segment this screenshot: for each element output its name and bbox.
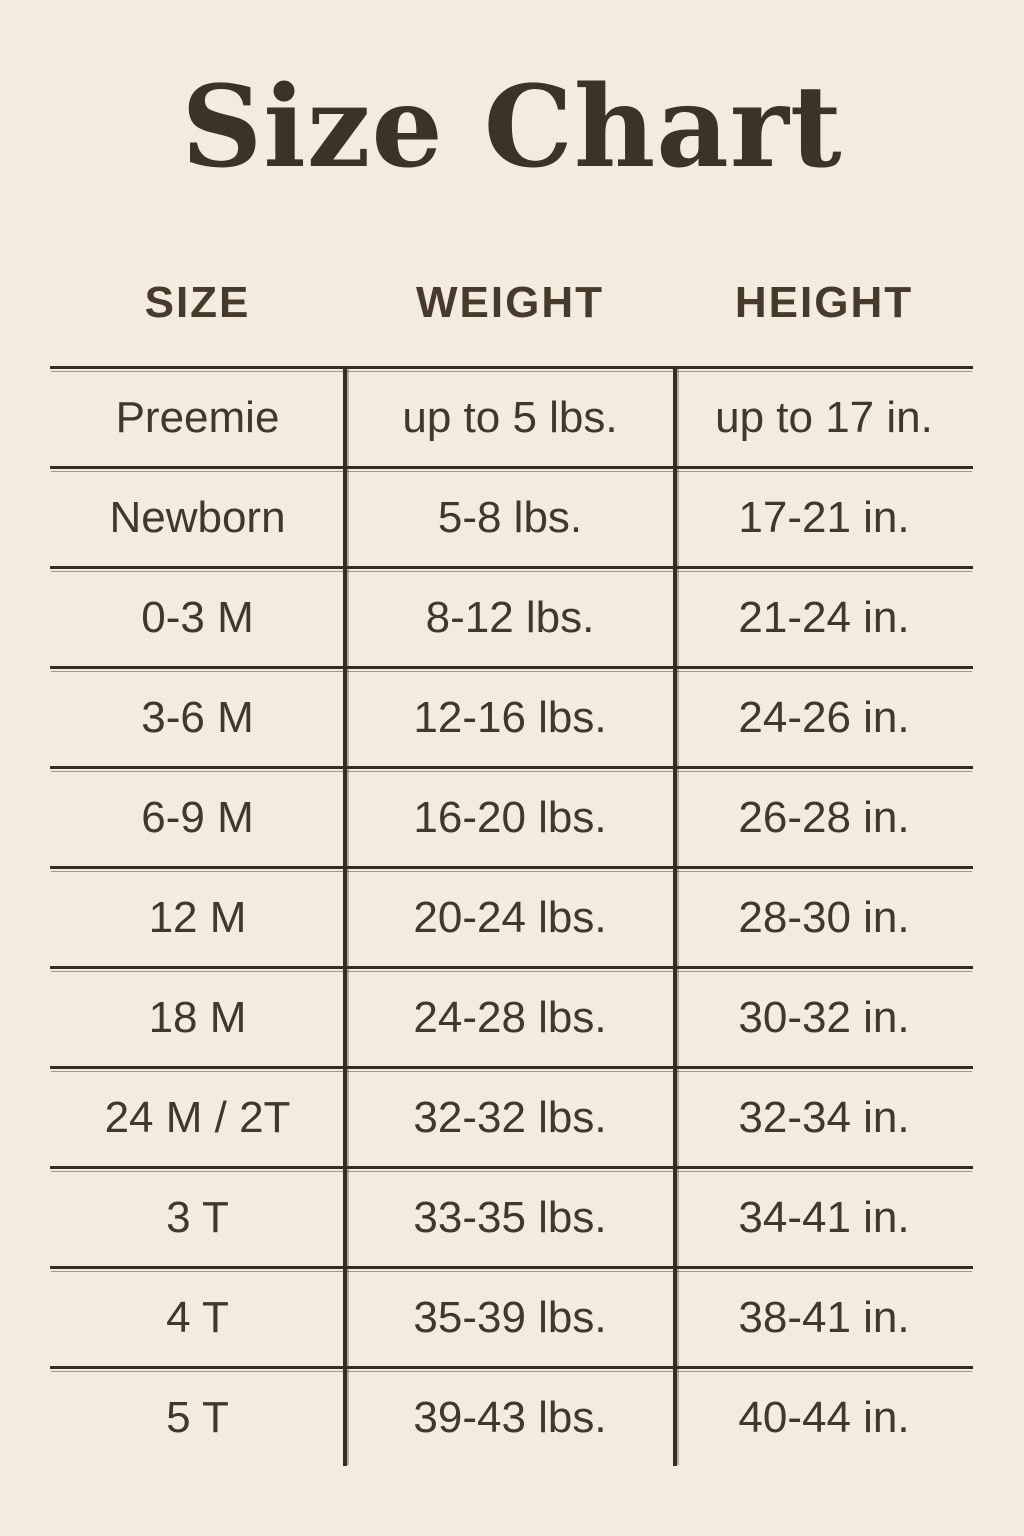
- cell-weight: 8-12 lbs.: [425, 592, 595, 642]
- cell-height: 34-41 in.: [738, 1192, 910, 1242]
- cell-height: 38-41 in.: [738, 1292, 910, 1342]
- row-divider: [50, 466, 973, 469]
- table-row: [50, 869, 973, 966]
- size-chart-table: [50, 366, 973, 1466]
- cell-size: 3 T: [166, 1192, 229, 1242]
- cell-height: 17-21 in.: [738, 492, 910, 542]
- table-row: [50, 469, 973, 566]
- row-divider: [50, 1266, 973, 1269]
- cell-weight: 20-24 lbs.: [413, 892, 607, 942]
- cell-size: 18 M: [148, 992, 247, 1042]
- cell-size: 4 T: [166, 1292, 229, 1342]
- cell-height: 26-28 in.: [738, 792, 910, 842]
- table-row: [50, 769, 973, 866]
- row-divider: [50, 1166, 973, 1169]
- cell-height: 30-32 in.: [738, 992, 910, 1042]
- table-row: [50, 1069, 973, 1166]
- column-header-height: HEIGHT: [734, 278, 914, 327]
- column-header-size: SIZE: [144, 278, 251, 327]
- page-title: Size Chart: [181, 62, 843, 193]
- cell-weight: 33-35 lbs.: [413, 1192, 607, 1242]
- table-row: [50, 669, 973, 766]
- column-header-weight: WEIGHT: [416, 278, 604, 327]
- cell-weight: 35-39 lbs.: [413, 1292, 607, 1342]
- table-row: [50, 1269, 973, 1366]
- row-divider: [50, 866, 973, 869]
- cell-size: 24 M / 2T: [104, 1092, 291, 1142]
- cell-height: 21-24 in.: [738, 592, 910, 642]
- cell-size: 6-9 M: [141, 792, 254, 842]
- table-row: [50, 569, 973, 666]
- cell-weight: 5-8 lbs.: [437, 492, 583, 542]
- cell-height: 32-34 in.: [738, 1092, 910, 1142]
- cell-weight: 12-16 lbs.: [413, 692, 607, 742]
- cell-height: 24-26 in.: [738, 692, 910, 742]
- cell-size: 0-3 M: [141, 592, 254, 642]
- cell-height: 40-44 in.: [738, 1392, 910, 1442]
- cell-weight: 16-20 lbs.: [413, 792, 607, 842]
- table-header-row: [50, 278, 973, 328]
- row-divider: [50, 766, 973, 769]
- table-row: [50, 369, 973, 466]
- table-row: [50, 1369, 973, 1466]
- cell-weight: up to 5 lbs.: [402, 392, 618, 442]
- table-row: [50, 1169, 973, 1266]
- row-divider: [50, 966, 973, 969]
- row-divider: [50, 366, 973, 369]
- cell-size: 5 T: [166, 1392, 229, 1442]
- row-divider: [50, 1366, 973, 1369]
- table-row: [50, 969, 973, 1066]
- row-divider: [50, 1066, 973, 1069]
- cell-size: Newborn: [109, 492, 286, 542]
- row-divider: [50, 566, 973, 569]
- cell-height: up to 17 in.: [715, 392, 933, 442]
- cell-size: 12 M: [148, 892, 247, 942]
- cell-height: 28-30 in.: [738, 892, 910, 942]
- cell-size: Preemie: [115, 392, 280, 442]
- cell-size: 3-6 M: [141, 692, 254, 742]
- cell-weight: 24-28 lbs.: [413, 992, 607, 1042]
- row-divider: [50, 666, 973, 669]
- cell-weight: 39-43 lbs.: [413, 1392, 607, 1442]
- column-divider-2: [673, 368, 677, 1466]
- column-divider-1: [343, 368, 347, 1466]
- cell-weight: 32-32 lbs.: [413, 1092, 607, 1142]
